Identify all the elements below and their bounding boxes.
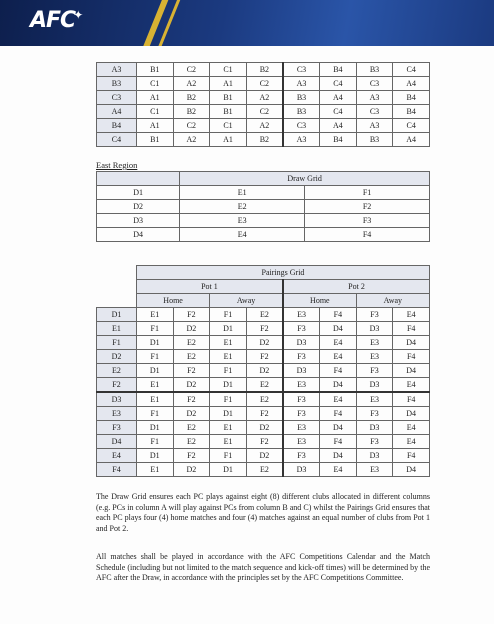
table-row [97,63,430,77]
table-cell: F3 [283,407,320,421]
pot2-home-header: Home [283,294,356,308]
table-cell: D4 [320,421,357,435]
table-cell: F2 [246,350,283,364]
table-cell: A4 [393,77,430,91]
table-cell: D1 [210,378,247,393]
draw-grid-table [96,171,430,242]
table-cell: F1 [97,336,137,350]
table-cell: D1 [136,364,173,378]
table-cell: C1 [210,63,247,77]
table-cell: E3 [97,407,137,421]
table-cell: B2 [173,105,210,119]
table-cell: D2 [173,322,210,336]
table-cell: F4 [320,308,357,322]
table-cell: D3 [97,214,180,228]
table-cell: B4 [97,119,137,133]
table-cell: F3 [283,392,320,407]
table-cell: D4 [393,336,430,350]
table-row [97,322,430,336]
table-cell: C1 [136,105,173,119]
table-cell: D2 [246,336,283,350]
table-cell: D1 [210,322,247,336]
table-cell: D4 [393,407,430,421]
table-cell: D3 [283,336,320,350]
table-row [97,77,430,91]
table-cell: F1 [210,308,247,322]
table-cell: B1 [210,105,247,119]
table-cell: E2 [246,463,283,477]
table-row [97,435,430,449]
draw-grid-title: Draw Grid [180,172,430,186]
table-cell: D2 [246,364,283,378]
table-cell: E4 [320,392,357,407]
table-cell: E2 [173,421,210,435]
table-cell: E4 [320,336,357,350]
table-cell: E1 [136,392,173,407]
table-cell: A4 [97,105,137,119]
table-cell: C1 [210,119,247,133]
table-cell: E3 [283,435,320,449]
table-cell: F1 [136,435,173,449]
table-cell: B3 [283,91,320,105]
table-cell: D3 [356,449,393,463]
table-cell: B3 [356,133,393,147]
table-cell: D4 [97,228,180,242]
table-cell: D1 [136,449,173,463]
table-cell: B2 [173,91,210,105]
table-cell: D3 [356,378,393,393]
table-row [97,392,430,407]
table-cell: F1 [210,392,247,407]
pot2-away-header: Away [356,294,429,308]
table-cell: C4 [393,63,430,77]
table-cell: F3 [356,407,393,421]
table-cell: A2 [246,119,283,133]
table-cell: F3 [97,421,137,435]
table-cell: C2 [173,63,210,77]
table-cell: E2 [246,378,283,393]
table-cell: C4 [320,105,357,119]
table-cell: F1 [210,364,247,378]
table-cell: D4 [393,364,430,378]
table-corner [97,266,137,308]
table-cell: D1 [210,463,247,477]
table-cell: E3 [356,336,393,350]
table-row [97,228,430,242]
table-cell: B1 [136,63,173,77]
table-cell: E2 [173,336,210,350]
table-row [97,350,430,364]
table-cell: C4 [97,133,137,147]
table-cell: D3 [283,364,320,378]
table-cell: E4 [320,350,357,364]
table-cell: E1 [136,378,173,393]
table-cell: A2 [173,77,210,91]
table-cell: F2 [246,407,283,421]
table-cell: D3 [356,322,393,336]
table-cell: D2 [97,200,180,214]
table-cell: D2 [97,350,137,364]
table-cell: C1 [136,77,173,91]
header-stripe [135,0,171,46]
table-row [97,308,430,322]
table-cell: D4 [320,449,357,463]
table-cell: D2 [173,463,210,477]
table-cell: E3 [356,392,393,407]
pot1-header: Pot 1 [136,280,283,294]
table-cell: E2 [97,364,137,378]
table-cell: C4 [320,77,357,91]
table-row [97,186,430,200]
table-cell: D3 [97,392,137,407]
table-cell: F2 [173,449,210,463]
table-cell: C3 [97,91,137,105]
table-cell: F4 [393,322,430,336]
table-cell: E4 [393,421,430,435]
table-cell: A4 [320,119,357,133]
table-cell: F3 [356,364,393,378]
table-cell: C4 [393,119,430,133]
pot2-header: Pot 2 [283,280,430,294]
table-cell: D1 [136,421,173,435]
table-cell: A4 [393,133,430,147]
table-cell: E2 [173,435,210,449]
table-row [97,421,430,435]
table-cell: F4 [305,228,430,242]
table-cell: B1 [210,91,247,105]
afc-logo: AFC✦ [30,8,83,33]
table-cell: A2 [246,91,283,105]
table-cell: D1 [97,186,180,200]
table-cell: E3 [356,463,393,477]
table-cell: E1 [210,435,247,449]
table-cell: F2 [173,392,210,407]
table-cell: D2 [246,449,283,463]
table-cell: B2 [246,63,283,77]
table-cell: E1 [97,322,137,336]
table-cell: A3 [356,119,393,133]
table-row [97,463,430,477]
region-label: East Region [96,160,138,170]
table-cell: E4 [320,463,357,477]
table-cell: E4 [97,449,137,463]
table-cell: C3 [356,105,393,119]
pairings-grid-title: Pairings Grid [136,266,429,280]
table-row [97,407,430,421]
table-cell: F2 [305,200,430,214]
paragraph-match-schedule: All matches shall be played in accordance with the AFC Competitions Calendar and the Match Schedule (including but not limited to the match sequence and kick-off times) will be determined by the AFC after the Draw, in accordance with the principles set by the AFC Competitions Committee. [96,552,430,582]
table-cell: F1 [136,322,173,336]
table-cell: B3 [356,63,393,77]
table-cell: F3 [356,308,393,322]
table-row [97,91,430,105]
table-cell: E2 [180,200,305,214]
table-cell: F2 [173,308,210,322]
table-row [97,133,430,147]
table-cell: C3 [283,119,320,133]
table-cell: D2 [173,407,210,421]
table-cell: E4 [393,308,430,322]
table-cell: E1 [136,463,173,477]
table-cell: A3 [97,63,137,77]
table-cell: F3 [305,214,430,228]
table-cell: E1 [210,421,247,435]
table-cell: D1 [136,336,173,350]
table-cell: F4 [320,364,357,378]
table-cell: F3 [283,322,320,336]
table-cell: B3 [283,105,320,119]
table-cell: E1 [210,350,247,364]
table-cell: E2 [173,350,210,364]
paragraph-draw-grid: The Draw Grid ensures each PC plays against eight (8) different clubs allocated in different columns (e.g. PCs in column A will play against PCs from column B and C) whilst the Pairings Grid ensures that each PC plays four (4) home matches and four (4) matches against an equal number of clubs from Pot 1 and Pot 2. [96,492,430,533]
table-row [97,105,430,119]
table-cell: F2 [173,364,210,378]
table-cell: F1 [210,449,247,463]
table-cell: B3 [97,77,137,91]
table-cell: E3 [283,421,320,435]
table-cell: C2 [173,119,210,133]
table-cell: E1 [136,308,173,322]
table-cell: F3 [356,435,393,449]
table-cell: C3 [283,63,320,77]
table-row [97,364,430,378]
table-cell: A1 [210,77,247,91]
table-cell: F2 [246,435,283,449]
table-row [97,336,430,350]
table-row [97,200,430,214]
table-cell: D4 [97,435,137,449]
table-cell: A1 [210,133,247,147]
table-row [97,119,430,133]
table-cell: F4 [320,435,357,449]
table-cell: B4 [393,91,430,105]
table-row [97,378,430,393]
table-cell: F2 [246,322,283,336]
table-row [97,214,430,228]
table-cell: E2 [246,392,283,407]
table-cell: C2 [246,77,283,91]
table-cell: D4 [320,322,357,336]
table-cell: D3 [283,463,320,477]
table-cell: F3 [283,350,320,364]
table-row [97,449,430,463]
table-cell: F1 [305,186,430,200]
table-cell: F1 [136,407,173,421]
pot1-home-header: Home [136,294,209,308]
table-cell: D3 [356,421,393,435]
table-cell: E3 [180,214,305,228]
table-cell: D2 [246,421,283,435]
table-cell: D4 [320,378,357,393]
group-allocation-table [96,62,430,147]
table-cell: A3 [283,133,320,147]
table-cell: E4 [393,435,430,449]
table-cell: F4 [393,392,430,407]
table-cell: D1 [97,308,137,322]
table-cell: A1 [136,119,173,133]
table-cell: E3 [283,378,320,393]
pairings-grid-table [96,265,430,477]
table-cell: A3 [356,91,393,105]
table-cell: E4 [180,228,305,242]
table-cell: F4 [320,407,357,421]
table-cell: B4 [393,105,430,119]
table-cell: B4 [320,133,357,147]
table-cell: E2 [246,308,283,322]
table-cell: F3 [283,449,320,463]
table-cell: C2 [246,105,283,119]
table-cell: D1 [210,407,247,421]
table-cell: E3 [356,350,393,364]
table-cell: B4 [320,63,357,77]
table-cell: F4 [393,449,430,463]
table-cell: A2 [173,133,210,147]
pot1-away-header: Away [210,294,283,308]
table-cell: E3 [283,308,320,322]
table-cell: E4 [393,378,430,393]
table-cell: F4 [97,463,137,477]
table-cell: A3 [283,77,320,91]
table-cell: B2 [246,133,283,147]
table-cell: F2 [97,378,137,393]
table-cell: D4 [393,463,430,477]
table-cell: A4 [320,91,357,105]
table-cell: C3 [356,77,393,91]
header-banner [0,0,494,46]
table-cell: E1 [180,186,305,200]
table-cell: F4 [393,350,430,364]
table-cell: F1 [136,350,173,364]
table-cell: E1 [210,336,247,350]
table-cell: A1 [136,91,173,105]
table-cell: B1 [136,133,173,147]
table-cell: D2 [173,378,210,393]
